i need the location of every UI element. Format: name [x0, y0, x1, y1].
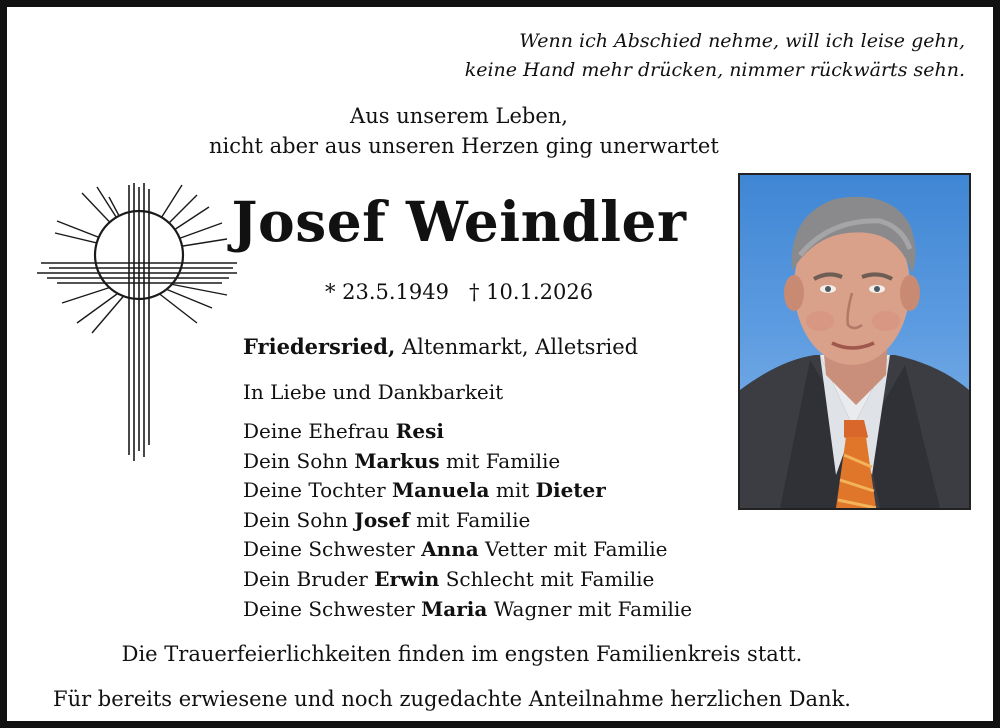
relation-suffix: Schlecht mit Familie	[439, 566, 655, 591]
mourner-name: Anna	[421, 537, 479, 562]
relation-suffix: mit Familie	[439, 448, 561, 473]
relation: Deine Ehefrau	[243, 419, 396, 443]
places-line	[243, 332, 638, 362]
mourner-name: Resi	[395, 419, 444, 443]
deceased-name: Josef Weindler	[231, 189, 687, 254]
thanks-note: Für bereits erwiesene und noch zugedachte Anteilnahme herzlichen Dank.	[53, 687, 851, 711]
relation: Dein Sohn	[243, 448, 355, 473]
relation: Deine Schwester	[243, 537, 422, 562]
poem-line-1: Wenn ich Abschied nehme, will ich leise gehn,	[519, 30, 965, 52]
relation: Deine Tochter	[243, 478, 393, 503]
list-item	[243, 595, 692, 625]
mourner-name: Manuela	[392, 478, 490, 503]
intro-text	[209, 101, 719, 161]
funeral-note: Die Trauerfeierlichkeiten finden im engsten Familienkreis statt.	[121, 642, 803, 666]
relation-suffix: mit	[489, 478, 536, 503]
place-main: Friedersried,	[243, 334, 396, 359]
poem-quote	[465, 27, 965, 85]
relation-suffix: Wagner mit Familie	[487, 596, 693, 621]
life-dates	[209, 277, 709, 307]
relation: Dein Bruder	[243, 566, 375, 591]
intro-line-2: nicht aber aus unseren Herzen ging unerwartet	[209, 134, 719, 158]
place-others: Altenmarkt, Alletsried	[395, 335, 639, 359]
death-date: † 10.1.2026	[469, 280, 594, 304]
in-love-line: In Liebe und Dankbarkeit	[243, 380, 504, 404]
mourner-name: Erwin	[374, 566, 440, 591]
list-item	[243, 447, 692, 477]
list-item	[243, 535, 692, 565]
list-item	[243, 476, 692, 506]
mourner-name: Markus	[354, 448, 440, 473]
mourner-name-2: Dieter	[535, 478, 606, 503]
birth-date: * 23.5.1949	[324, 280, 449, 304]
list-item	[243, 565, 692, 595]
intro-line-1: Aus unserem Leben,	[350, 104, 568, 128]
list-item	[243, 417, 692, 447]
relation: Dein Sohn	[243, 507, 355, 532]
portrait-photo	[738, 173, 971, 510]
relation-suffix: Vetter mit Familie	[478, 537, 668, 562]
mourner-name: Maria	[421, 596, 488, 621]
poem-line-2: keine Hand mehr drücken, nimmer rückwärts sehn.	[464, 59, 965, 81]
relation-suffix: mit Familie	[409, 507, 531, 532]
list-item	[243, 506, 692, 536]
mourners-list	[243, 417, 692, 624]
relation: Deine Schwester	[243, 596, 422, 621]
mourner-name: Josef	[354, 507, 410, 532]
